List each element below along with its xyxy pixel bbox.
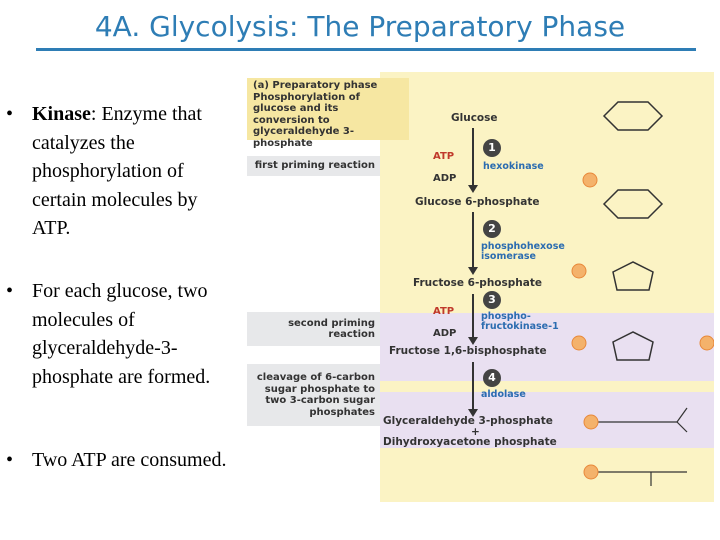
step-2-badge: 2 (483, 220, 501, 238)
glycolysis-figure (247, 72, 714, 502)
bullet-atp (6, 446, 238, 475)
molecule-dhap: Dihydroxyacetone phosphate (383, 436, 557, 448)
molecule-g6p: Glucose 6-phosphate (415, 196, 540, 208)
figure-header-subtitle: Phosphorylation of glucose and its conversion to glyceraldehyde 3-phosphate (253, 91, 360, 149)
label-second-priming: second priming reaction (247, 312, 380, 346)
arrow-step-4 (472, 362, 474, 410)
arrow-step-3 (472, 294, 474, 338)
bullet-bold-term: Kinase (32, 103, 91, 125)
molecule-f6p: Fructose 6-phosphate (413, 277, 542, 289)
bullet-body: For each glucose, two molecules of glyceraldehyde-3-phosphate are formed. (32, 280, 211, 388)
dhap-chain (587, 472, 687, 486)
arrow-step-1 (472, 128, 474, 186)
g6p-ring (604, 190, 662, 218)
f16bp-ring (613, 332, 653, 360)
molecule-f16bp: Fructose 1,6-bisphosphate (389, 345, 547, 357)
adp-out-1: ADP (433, 173, 457, 184)
f6p-ring (613, 262, 653, 290)
bullet-dot: • (6, 280, 14, 302)
step-1-badge: 1 (483, 139, 501, 157)
bullet-glyceraldehyde (6, 277, 238, 391)
enzyme-isomerase: isomerase (481, 251, 536, 262)
atp-in-1: ATP (433, 151, 455, 162)
enzyme-hexokinase: hexokinase (483, 161, 544, 172)
arrow-step-2 (472, 212, 474, 268)
enzyme-phospho: phospho- (481, 311, 531, 322)
label-cleavage: cleavage of 6-carbon sugar phosphate to two 3-carbon sugar phosphates (247, 364, 380, 426)
bullet-body: : Enzyme that catalyzes the phosphorylation of certain molecules by ATP. (32, 103, 202, 239)
slide-title: 4A. Glycolysis: The Preparatory Phase (94, 10, 626, 43)
bullet-dot: • (6, 103, 14, 125)
phosphate-groups (572, 173, 714, 479)
enzyme-phosphohexose: phosphohexose (481, 241, 565, 252)
bullet-text (32, 100, 238, 243)
bullet-body: Two ATP are consumed. (32, 449, 227, 471)
step-4-badge: 4 (483, 369, 501, 387)
molecule-g3p: Glyceraldehyde 3-phosphate (383, 415, 553, 427)
title-underline (36, 48, 696, 51)
figure-header-title: (a) Preparatory phase (253, 80, 378, 91)
plus-sign: + (471, 426, 480, 438)
step-3-badge: 3 (483, 291, 501, 309)
bullet-dot: • (6, 449, 14, 471)
adp-out-2: ADP (433, 328, 457, 339)
atp-in-2: ATP (433, 306, 455, 317)
enzyme-aldolase: aldolase (481, 389, 526, 400)
g3p-chain (587, 408, 687, 432)
molecule-glucose: Glucose (451, 112, 498, 124)
enzyme-fructokinase-1: fructokinase-1 (481, 321, 559, 332)
bullet-kinase (6, 100, 238, 243)
glucose-ring (604, 102, 662, 130)
label-first-priming: first priming reaction (247, 156, 380, 176)
